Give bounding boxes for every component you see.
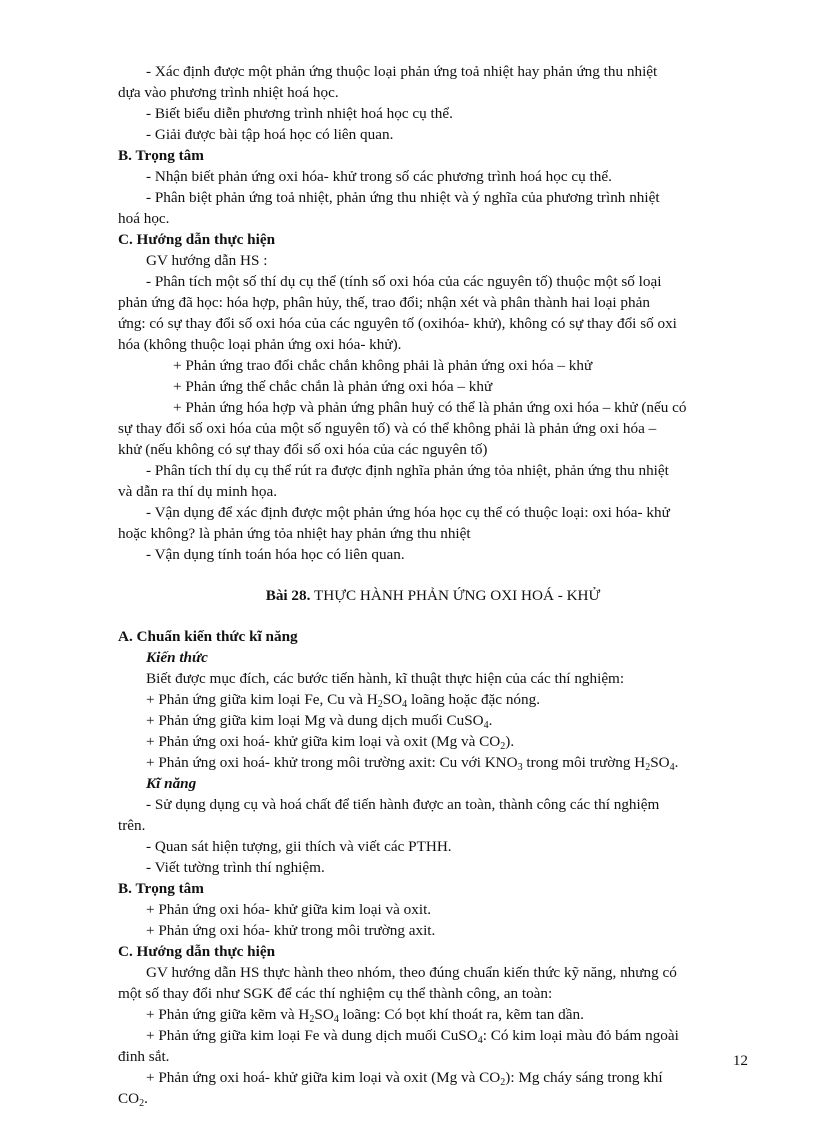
text-line: + Phản ứng oxi hóa- khử giữa kim loại và oxit. [146, 901, 432, 918]
text-line: GV hướng dẫn HS thực hành theo nhóm, theo đúng chuẩn kiến thức kỹ năng, nhưng có [146, 964, 677, 981]
text-line: + Phản ứng oxi hoá- khử trong môi trường axit: Cu với $KNO_3$ trong môi trường $H_2SO_4$. [146, 754, 679, 773]
lesson-title [118, 585, 748, 606]
text-line: sự thay đổi số oxi hóa của một số nguyên tố) và có thể không phải là phản ứng oxi hóa – [118, 420, 657, 437]
text-line: + Phản ứng giữa kim loại Mg và dung dịch muối CuSO$_4$. [146, 712, 493, 731]
text-line: đinh sắt. [118, 1048, 170, 1065]
text-line: + Phản ứng oxi hoá- khử giữa kim loại và oxit (Mg và $CO_2$): Mg cháy sáng trong khí [146, 1069, 663, 1088]
text-line: - Phân biệt phản ứng toả nhiệt, phản ứng thu nhiệt và ý nghĩa của phương trình nhiệt [146, 189, 660, 206]
text-line: dựa vào phương trình nhiệt hoá học. [118, 84, 339, 101]
text-line: + Phản ứng giữa kim loại Fe, Cu và $H_2SO_4$ loãng hoặc đặc nóng. [146, 691, 541, 710]
subheading: Kiến thức [146, 649, 208, 666]
text-line: hóa (không thuộc loại phản ứng oxi hóa- khử). [118, 336, 402, 353]
text-line: + Phản ứng giữa kẽm và $H_2SO_4$ loãng: Có bọt khí thoát ra, kẽm tan dần. [146, 1006, 584, 1025]
text-line: - Phân tích một số thí dụ cụ thể (tính số oxi hóa của các nguyên tố) thuộc một số loại [146, 273, 662, 290]
text-line: $CO_2$. [118, 1090, 148, 1109]
text-line: và dẫn ra thí dụ minh họa. [118, 483, 278, 500]
text-line: - Vận dụng để xác định được một phản ứng hóa học cụ thể có thuộc loại: oxi hóa- khử [146, 504, 670, 521]
lesson-title-text: THỰC HÀNH PHẢN ỨNG OXI HOÁ - KHỬ [310, 587, 601, 604]
text-line: khử (nếu không có sự thay đổi số oxi hóa của các nguyên tố) [118, 441, 488, 458]
text-line: - Vận dụng tính toán hóa học có liên quan. [146, 546, 405, 563]
section-heading: B. Trọng tâm [118, 147, 204, 164]
section-heading: A. Chuẩn kiến thức kĩ năng [118, 628, 298, 645]
section-heading: C. Hướng dẫn thực hiện [118, 943, 276, 960]
subheading: Kĩ năng [146, 775, 197, 792]
text-line: - Quan sát hiện tượng, gii thích và viết các PTHH. [146, 838, 452, 855]
page-number: 12 [732, 1052, 748, 1069]
text-line: - Phân tích thí dụ cụ thể rút ra được định nghĩa phản ứng tỏa nhiệt, phản ứng thu nhiệt [146, 462, 669, 479]
text-line: + Phản ứng thế chắc chắn là phản ứng oxi hóa – khử [173, 378, 493, 395]
text-line: - Sử dụng dụng cụ và hoá chất để tiến hành được an toàn, thành công các thí nghiệm [146, 796, 660, 813]
text-line: hoá học. [118, 210, 170, 227]
text-line: hoặc không? là phản ứng tỏa nhiệt hay phản ứng thu nhiệt [118, 525, 471, 542]
text-line: - Giải được bài tập hoá học có liên quan. [146, 126, 394, 143]
text-line: + Phản ứng trao đổi chắc chắn không phải là phản ứng oxi hóa – khử [173, 357, 593, 374]
text-line: Biết được mục đích, các bước tiến hành, kĩ thuật thực hiện của các thí nghiệm: [146, 670, 625, 687]
section-heading: B. Trọng tâm [118, 880, 204, 897]
text-line: + Phản ứng hóa hợp và phản ứng phân huỷ có thể là phản ứng oxi hóa – khử (nếu có [173, 399, 687, 416]
text-line: một số thay đổi như SGK để các thí nghiệm cụ thể thành công, an toàn: [118, 985, 553, 1002]
text-line: - Xác định được một phản ứng thuộc loại phản ứng toả nhiệt hay phản ứng thu nhiệt [146, 63, 658, 80]
section-heading: C. Hướng dẫn thực hiện [118, 231, 276, 248]
text-line: - Nhận biết phản ứng oxi hóa- khử trong số các phương trình hoá học cụ thể. [146, 168, 612, 185]
text-line: + Phản ứng oxi hóa- khử trong môi trường axit. [146, 922, 436, 939]
text-line: + Phản ứng oxi hoá- khử giữa kim loại và oxit (Mg và $CO_2$). [146, 733, 515, 752]
text-line: + Phản ứng giữa kim loại Fe và dung dịch muối CuSO$_4$: Có kim loại màu đỏ bám ngoài [146, 1027, 679, 1046]
lesson-number: Bài 28. [265, 587, 311, 604]
text-line: - Viết tường trình thí nghiệm. [146, 859, 325, 876]
text-line: ứng: có sự thay đổi số oxi hóa của các nguyên tố (oxihóa- khử), không có sự thay đổi số oxi [118, 315, 677, 332]
text-line: - Biết biểu diễn phương trình nhiệt hoá học cụ thể. [146, 105, 453, 122]
text-line: phản ứng đã học: hóa hợp, phân hủy, thế, trao đổi; nhận xét và phân thành hai loại phản [118, 294, 650, 311]
text-line: GV hướng dẫn HS : [146, 252, 268, 269]
text-line: trên. [118, 817, 146, 834]
